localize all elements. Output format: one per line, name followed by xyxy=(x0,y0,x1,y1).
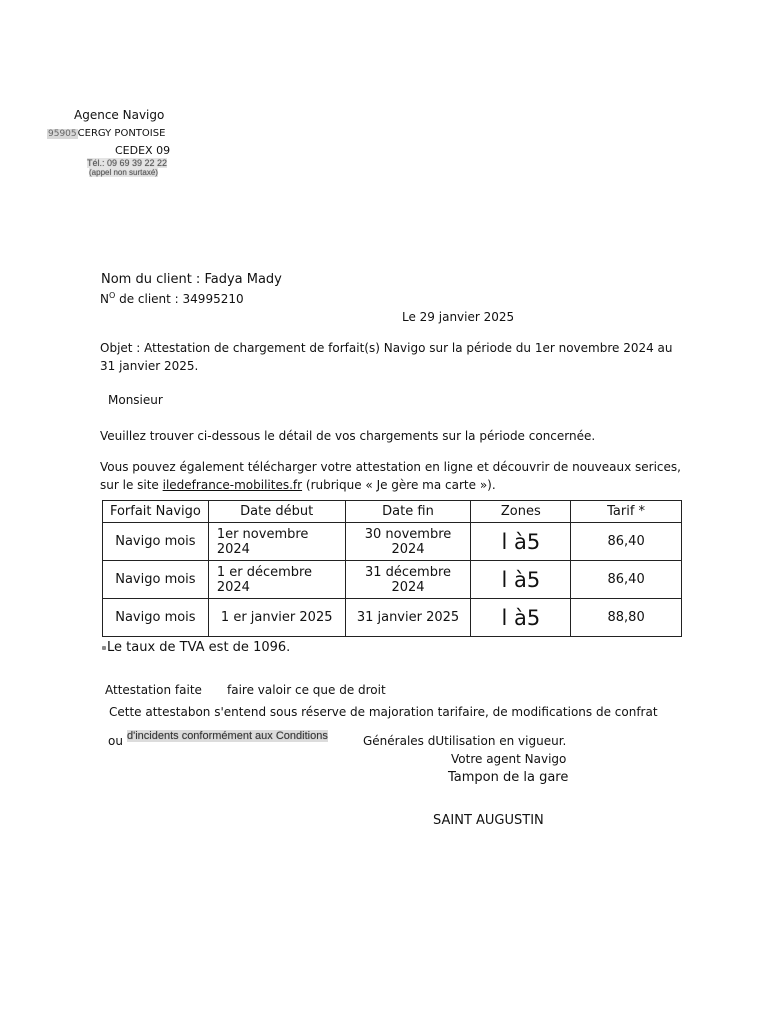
attestation-part-1: Attestation faite xyxy=(105,683,202,697)
cell-tarif: 86,40 xyxy=(571,561,682,599)
cell-zones: l à5 xyxy=(471,561,571,599)
intro-text: Veuillez trouver ci-dessous le détail de vos chargements sur la période concernée. xyxy=(100,429,596,443)
header-zones: Zones xyxy=(471,501,571,523)
download-line-2: sur le site iledefrance-mobilites.fr (rubrique « Je gère ma carte »). xyxy=(100,478,496,492)
header-date-fin: Date fin xyxy=(345,501,471,523)
salutation: Monsieur xyxy=(108,393,163,407)
object-line-1: Objet : Attestation de chargement de forfait(s) Navigo sur la période du 1er novembre 2024 au xyxy=(100,341,673,355)
vat-line: Le taux de TVA est de 1096. xyxy=(102,640,290,655)
agency-city: CERGY PONTOISE xyxy=(77,128,166,139)
cell-forfait: Navigo mois xyxy=(103,523,209,561)
agency-address xyxy=(47,128,165,139)
station-name: SAINT AUGUSTIN xyxy=(433,813,544,828)
reserve-line: Cette attestabon s'entend sous réserve de majoration tarifaire, de modifications de confrat xyxy=(109,705,658,719)
postal-code: 95905 xyxy=(48,129,77,139)
table-row xyxy=(103,561,682,599)
agency-phone: Tél.: 09 69 39 22 22 xyxy=(87,158,168,168)
bullet-mark xyxy=(102,646,106,650)
cell-date-fin: 31 décembre 2024 xyxy=(345,561,471,599)
agency-cedex: CEDEX 09 xyxy=(115,144,171,157)
reserve-line-2-start: ou xyxy=(108,734,123,748)
stamp-label: Tampon de la gare xyxy=(448,770,569,785)
cell-date-fin: 30 novembre 2024 xyxy=(345,523,471,561)
cell-tarif: 88,80 xyxy=(571,599,682,637)
cell-tarif: 86,40 xyxy=(571,523,682,561)
header-tarif: Tarif * xyxy=(571,501,682,523)
header-forfait: Forfait Navigo xyxy=(103,501,209,523)
cell-zones: l à5 xyxy=(471,523,571,561)
reserve-line-2-scan: d'incidents conformément aux Conditions xyxy=(127,730,328,742)
cell-date-debut: 1er novembre 2024 xyxy=(208,523,345,561)
table-row xyxy=(103,599,682,637)
cell-date-debut: 1 er décembre 2024 xyxy=(208,561,345,599)
reserve-line-2-end: Générales dUtilisation en vigueur. xyxy=(363,734,567,748)
cell-date-debut: 1 er janvier 2025 xyxy=(208,599,345,637)
agency-phone-note: (appel non surtaxé) xyxy=(89,168,158,177)
object-line-2: 31 janvier 2025. xyxy=(100,359,199,373)
header-date-debut: Date début xyxy=(208,501,345,523)
website-link[interactable]: iledefrance-mobilites.fr xyxy=(162,478,303,492)
cell-date-fin: 31 janvier 2025 xyxy=(345,599,471,637)
attestation-part-2: faire valoir ce que de droit xyxy=(227,683,386,697)
letter-date: Le 29 janvier 2025 xyxy=(402,310,515,324)
table-row xyxy=(103,523,682,561)
agent-signature: Votre agent Navigo xyxy=(451,752,567,766)
agency-name: Agence Navigo xyxy=(74,108,165,122)
download-line-1: Vous pouvez également télécharger votre attestation en ligne et découvrir de nouveaux serices, xyxy=(100,460,681,474)
client-number: $N^O$ de client : 34995210 xyxy=(100,291,244,306)
charges-table xyxy=(102,500,682,637)
cell-forfait: Navigo mois xyxy=(103,599,209,637)
table-header-row xyxy=(103,501,682,523)
cell-forfait: Navigo mois xyxy=(103,561,209,599)
cell-zones: l à5 xyxy=(471,599,571,637)
client-name: Nom du client : Fadya Mady xyxy=(101,272,282,287)
